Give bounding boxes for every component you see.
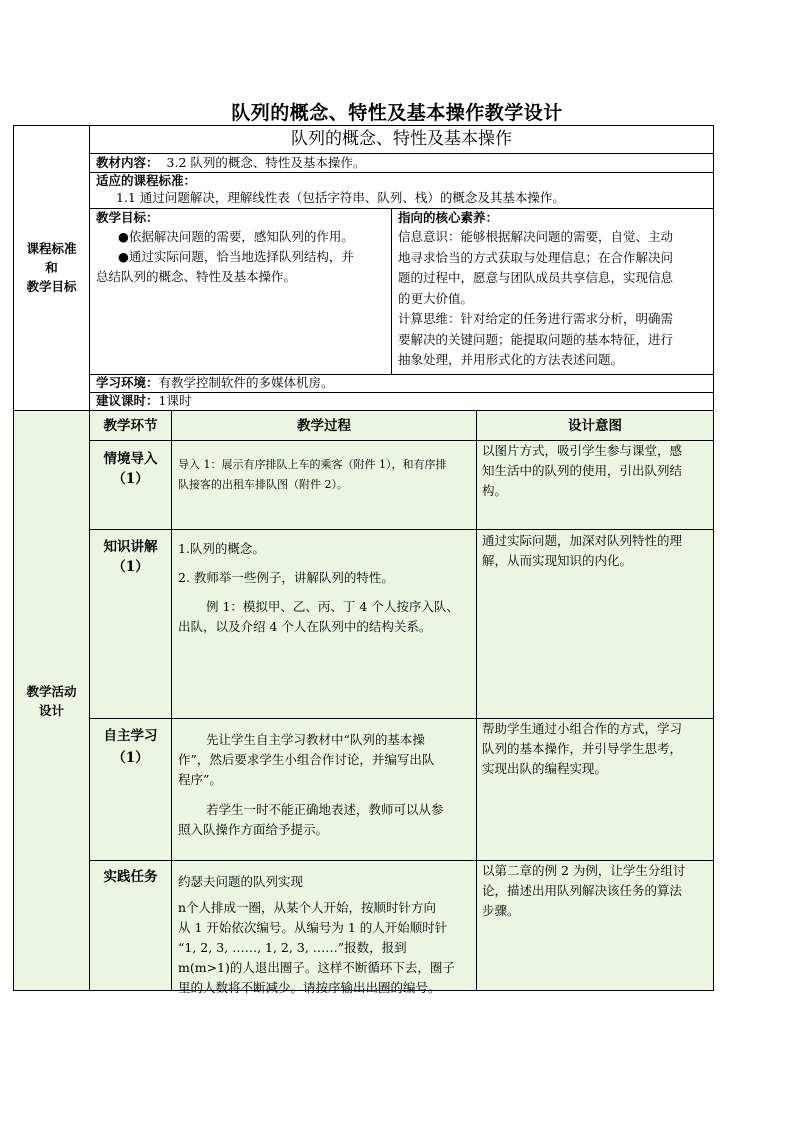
process-line: 1.队列的概念。: [178, 541, 265, 556]
process-line: 照入队操作方面给予提示。: [178, 822, 329, 837]
process-line: 队接客的出租车排队图（附件 2）。: [178, 478, 348, 491]
section2-label-line: 教学活动: [26, 684, 77, 699]
literacy-line: 要解决的关键问题；能提取问题的基本特征，进行: [398, 331, 674, 347]
stage-line: （1）: [112, 750, 149, 766]
literacy-line: 计算思维：针对给定的任务进行需求分析，明确需: [398, 311, 674, 326]
process-line: 若学生一时不能正确地表述，教师可以从参: [206, 802, 444, 817]
environment-text: 有教学控制软件的多媒体机房。: [158, 375, 334, 390]
intent-line: 步骤。: [482, 903, 520, 918]
table-row-intent: [482, 719, 712, 779]
intent-line: 以第二章的例 2 为例，让学生分组讨: [482, 863, 686, 878]
goal-item: ●依据解决问题的需要，感知队列的作用。: [118, 229, 354, 244]
section1-label-line: 教学目标: [26, 279, 77, 294]
process-line: 例 1：模拟甲、乙、丙、丁 4 个人按序入队、: [206, 599, 459, 614]
environment-row: [96, 374, 334, 392]
intent-line: 帮助学生通过小组合作的方式，学习: [482, 721, 683, 736]
section1-header: 队列的概念、特性及基本操作: [291, 129, 512, 149]
header-process: 教学过程: [297, 418, 351, 434]
stage-line: 情境导入: [103, 451, 158, 467]
header-stage: 教学环节: [103, 418, 158, 434]
process-line: 导入 1：展示有序排队上车的乘客（附件 1），和有序排: [178, 458, 447, 471]
process-line: 2. 教师举一些例子，讲解队列的特性。: [178, 570, 394, 585]
intent-line: 构。: [482, 483, 508, 498]
section1-label-line: 课程标准: [26, 241, 77, 256]
process-line: 先让学生自主学习教材中“队列的基本操: [206, 732, 425, 747]
literacy-line: 题的过程中，愿意与团队成员共享信息，实现信息: [398, 270, 674, 285]
goals-label: 教学目标：: [96, 210, 159, 225]
table-row-stage: [90, 537, 171, 577]
goal-item: ●通过实际问题，恰当地选择队列结构，并: [118, 249, 354, 264]
literacy-list: [398, 227, 710, 371]
standard-label: 适应的课程标准：: [96, 173, 197, 188]
table-row-process: [178, 539, 474, 637]
intent-line: 论，描述出用队列解决该任务的算法: [482, 883, 683, 898]
hours-row: [96, 392, 191, 410]
intent-line: 以图片方式，吸引学生参与课堂，感: [482, 443, 683, 458]
stage-line: （1）: [112, 559, 149, 575]
environment-label: 学习环境：: [96, 375, 159, 390]
literacy-label: 指向的核心素养：: [398, 210, 499, 225]
table-row-process: [178, 872, 474, 998]
table-row-stage: [90, 867, 171, 887]
process-line: n个人排成一圈，从某个人开始，按顺时针方向: [178, 900, 437, 915]
material-row: [96, 153, 706, 172]
table-row-stage: [90, 725, 171, 769]
intent-line: 通过实际问题，加深对队列特性的理: [482, 533, 683, 548]
intent-line: 知生活中的队列的使用，引出队列结: [482, 463, 683, 478]
table-row-intent: [482, 441, 712, 501]
table-row-intent: [482, 531, 712, 571]
goals-list: [96, 227, 388, 287]
stage-line: （1）: [112, 471, 149, 487]
material-text: 3.2 队列的概念、特性及基本操作。: [166, 155, 366, 170]
literacy-line: 抽象处理，并用形式化的方法表述问题。: [398, 352, 624, 367]
literacy-line: 的更大价值。: [398, 290, 474, 306]
hours-label: 建议课时：: [96, 393, 159, 408]
intent-line: 实现出队的编程实现。: [482, 761, 608, 776]
process-line: 从 1 开始依次编号。从编号为 1 的人开始顺时针: [178, 920, 448, 935]
process-line: 程序”。: [178, 772, 222, 787]
stage-line: 知识讲解: [103, 539, 158, 555]
goal-item: 总结队列的概念、特性及基本操作。: [96, 269, 297, 284]
table-row-process: [178, 455, 474, 495]
stage-line: 实践任务: [103, 869, 158, 885]
header-intent: 设计意图: [568, 418, 622, 434]
intent-line: 解，从而实现知识的内化。: [482, 553, 633, 568]
hours-text: 1课时: [158, 393, 192, 408]
process-line: m(m>1)的人退出圈子。这样不断循环下去，圈子: [178, 960, 455, 975]
process-line: 出队，以及介绍 4 个人在队列中的结构关系。: [178, 619, 432, 634]
process-line: “1, 2, 3, ……, 1, 2, 3, ……”报数，报到: [178, 940, 407, 955]
table-row-stage: [90, 449, 171, 489]
table-row-process: [178, 730, 474, 840]
table-row-intent: [482, 861, 712, 921]
section2-label-line: 设计: [38, 703, 64, 718]
literacy-line: 地寻求恰当的方式获取与处理信息；在合作解决问: [398, 249, 674, 265]
standard-text: 1.1 通过问题解决，理解线性表（包括字符串、队列、栈）的概念及其基本操作。: [116, 190, 565, 205]
process-line: 约瑟夫问题的队列实现: [178, 874, 304, 889]
section1-label-line: 和: [45, 260, 58, 275]
document-title: 队列的概念、特性及基本操作教学设计: [231, 102, 563, 124]
process-line: 作”，然后要求学生小组合作讨论，并编写出队: [178, 752, 435, 767]
stage-line: 自主学习: [103, 728, 158, 744]
material-label: 教材内容：: [96, 155, 159, 170]
intent-line: 队列的基本操作，并引导学生思考，: [482, 741, 683, 756]
process-line: 里的人数将不断减少。请按序输出出圈的编号。: [178, 980, 441, 995]
literacy-line: 信息意识：能够根据解决问题的需要，自觉、主动: [398, 229, 674, 244]
